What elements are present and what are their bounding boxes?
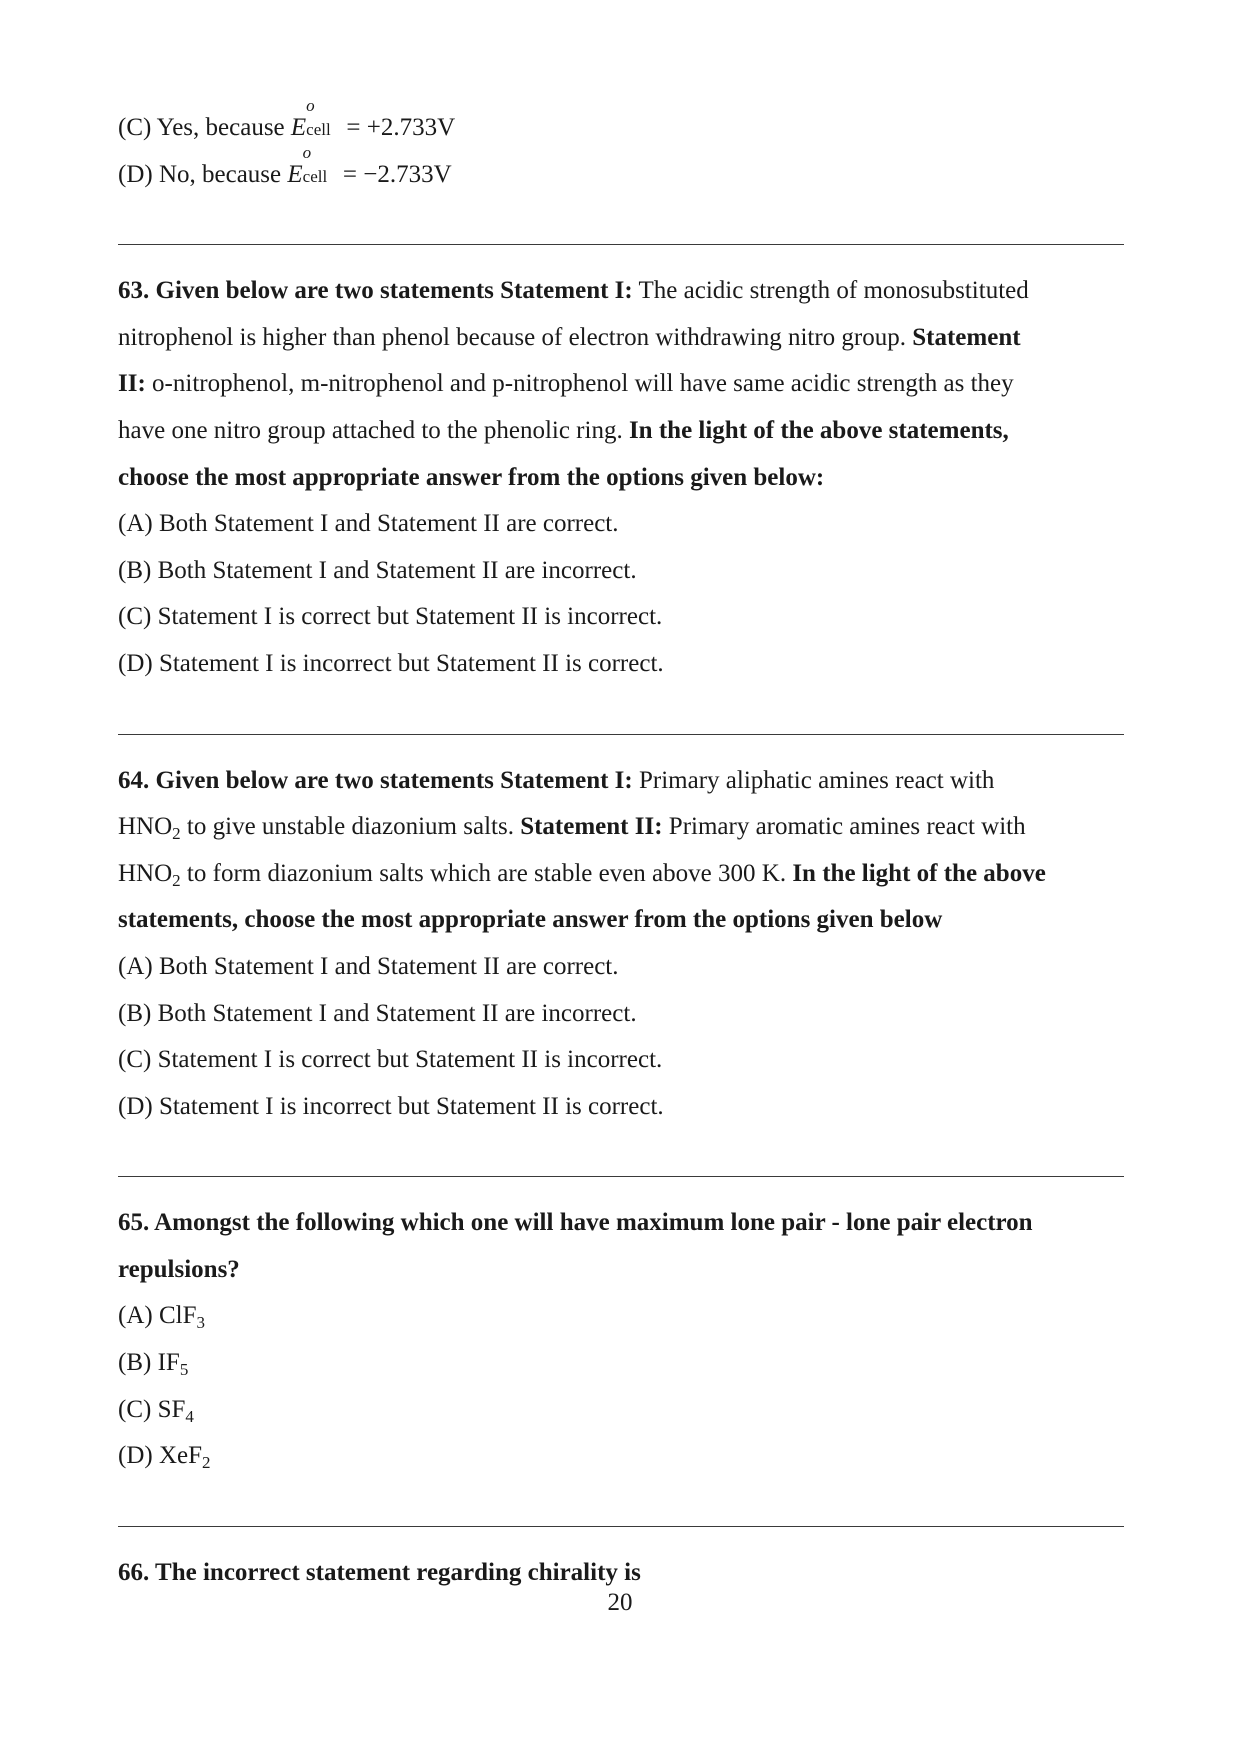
temperature-value: 300 K bbox=[718, 859, 780, 887]
q64-lead: 64. Given below are two statements Statement I: bbox=[118, 766, 633, 794]
option-label: (D) bbox=[118, 1442, 159, 1470]
q63-bold: choose the most appropriate answer from the options given below: bbox=[118, 463, 825, 491]
q63-line-3 bbox=[118, 361, 1124, 408]
formula-subscript: 3 bbox=[196, 1313, 205, 1333]
q64-bold: statements, choose the most appropriate answer from the options given below bbox=[118, 906, 943, 934]
option-c-prev bbox=[118, 96, 1124, 152]
q63-option-b: (B) Both Statement I and Statement II are incorrect. bbox=[118, 556, 637, 584]
q63-bold: Statement bbox=[912, 323, 1021, 351]
formula-subscript: 4 bbox=[185, 1406, 194, 1426]
q64-text: . bbox=[779, 859, 793, 887]
formula: IF bbox=[157, 1349, 180, 1377]
ecell-value: = −2.733V bbox=[336, 160, 452, 188]
q64-line-2 bbox=[118, 804, 1124, 851]
q63-option-c: (C) Statement I is correct but Statement II is incorrect. bbox=[118, 603, 663, 631]
ecell-sup: o bbox=[306, 96, 315, 115]
option-d-prev bbox=[118, 142, 1124, 199]
q64-option-b: (B) Both Statement I and Statement II are incorrect. bbox=[118, 999, 637, 1027]
q63-line-4 bbox=[118, 408, 1124, 455]
q64-statement-1: Primary aliphatic amines react with bbox=[632, 766, 995, 794]
formula-subscript: 2 bbox=[202, 1453, 211, 1473]
q64-line-3 bbox=[118, 851, 1124, 898]
q64-bold: In the light of the above bbox=[792, 859, 1046, 887]
formula: ClF bbox=[158, 1302, 197, 1330]
ecell-symbol: E bbox=[290, 114, 307, 141]
hno2-formula: HNO bbox=[118, 813, 173, 841]
q64-option-c: (C) Statement I is correct but Statement II is incorrect. bbox=[118, 1046, 663, 1074]
question-64 bbox=[118, 758, 1124, 1131]
q64-bold: Statement II: bbox=[520, 813, 663, 841]
ecell-sub: cell bbox=[302, 166, 328, 186]
q63-option-a: (A) Both Statement I and Statement II are correct. bbox=[118, 510, 619, 538]
question-page bbox=[118, 96, 1124, 1596]
ecell-sub: cell bbox=[306, 120, 331, 139]
option-label: (C) bbox=[118, 1395, 158, 1423]
formula: SF bbox=[157, 1395, 186, 1423]
q66-bold: 66. The incorrect statement regarding chirality is bbox=[118, 1558, 641, 1586]
question-63 bbox=[118, 268, 1124, 687]
q65-line-2 bbox=[118, 1247, 1124, 1294]
ecell-value: = +2.733V bbox=[340, 114, 456, 141]
q63-line-1 bbox=[118, 268, 1124, 315]
q65-option-d bbox=[118, 1433, 1124, 1480]
ecell-sup: o bbox=[302, 142, 312, 162]
q65-option-b bbox=[118, 1340, 1124, 1387]
hno2-subscript: 2 bbox=[172, 824, 181, 844]
q63-statement-1: The acidic strength of monosubstituted bbox=[632, 277, 1029, 305]
q63-line-2 bbox=[118, 315, 1124, 362]
q63-text: nitrophenol is higher than phenol because of electron withdrawing nitro group. bbox=[118, 323, 913, 351]
hno2-subscript: 2 bbox=[172, 870, 181, 890]
question-65 bbox=[118, 1200, 1124, 1480]
q65-option-a bbox=[118, 1293, 1124, 1340]
q63-option-d: (D) Statement I is incorrect but Statement II is correct. bbox=[118, 649, 664, 677]
formula: XeF bbox=[158, 1442, 203, 1470]
page-number: 20 bbox=[607, 1589, 633, 1616]
option-label: (B) bbox=[118, 1349, 158, 1377]
formula-subscript: 5 bbox=[179, 1360, 189, 1380]
q64-line-1 bbox=[118, 758, 1124, 805]
option-label: (A) bbox=[118, 1302, 159, 1330]
q63-bold: II: bbox=[118, 370, 146, 398]
q63-lead: 63. Given below are two statements Statement I: bbox=[118, 277, 633, 305]
ecell-symbol: E bbox=[287, 160, 303, 188]
option-text: (D) No, because bbox=[118, 160, 288, 188]
q65-bold: repulsions? bbox=[118, 1255, 240, 1283]
hno2-formula: HNO bbox=[118, 859, 173, 887]
q64-text: to give unstable diazonium salts. bbox=[180, 813, 521, 841]
q64-text: to form diazonium salts which are stable even above bbox=[180, 859, 719, 887]
q63-text: have one nitro group attached to the phenolic ring. bbox=[118, 416, 629, 444]
q63-line-5 bbox=[118, 455, 1124, 502]
q63-text: o-nitrophenol, m-nitrophenol and p-nitrophenol will have same acidic strength as they bbox=[145, 370, 1014, 398]
ecell-scripts bbox=[302, 142, 337, 186]
q63-bold: In the light of the above statements, bbox=[628, 416, 1009, 444]
q65-line-1 bbox=[118, 1200, 1124, 1247]
option-text: (C) Yes, because bbox=[118, 114, 291, 141]
ecell-scripts bbox=[306, 96, 340, 139]
q65-option-c bbox=[118, 1387, 1124, 1434]
q65-bold: 65. Amongst the following which one will have maximum lone pair - lone pair electron bbox=[118, 1209, 1033, 1237]
q64-text: Primary aromatic amines react with bbox=[662, 813, 1026, 841]
q64-line-4 bbox=[118, 897, 1124, 944]
q64-option-d: (D) Statement I is incorrect but Statement II is correct. bbox=[118, 1092, 664, 1120]
q64-option-a: (A) Both Statement I and Statement II are correct. bbox=[118, 952, 619, 980]
